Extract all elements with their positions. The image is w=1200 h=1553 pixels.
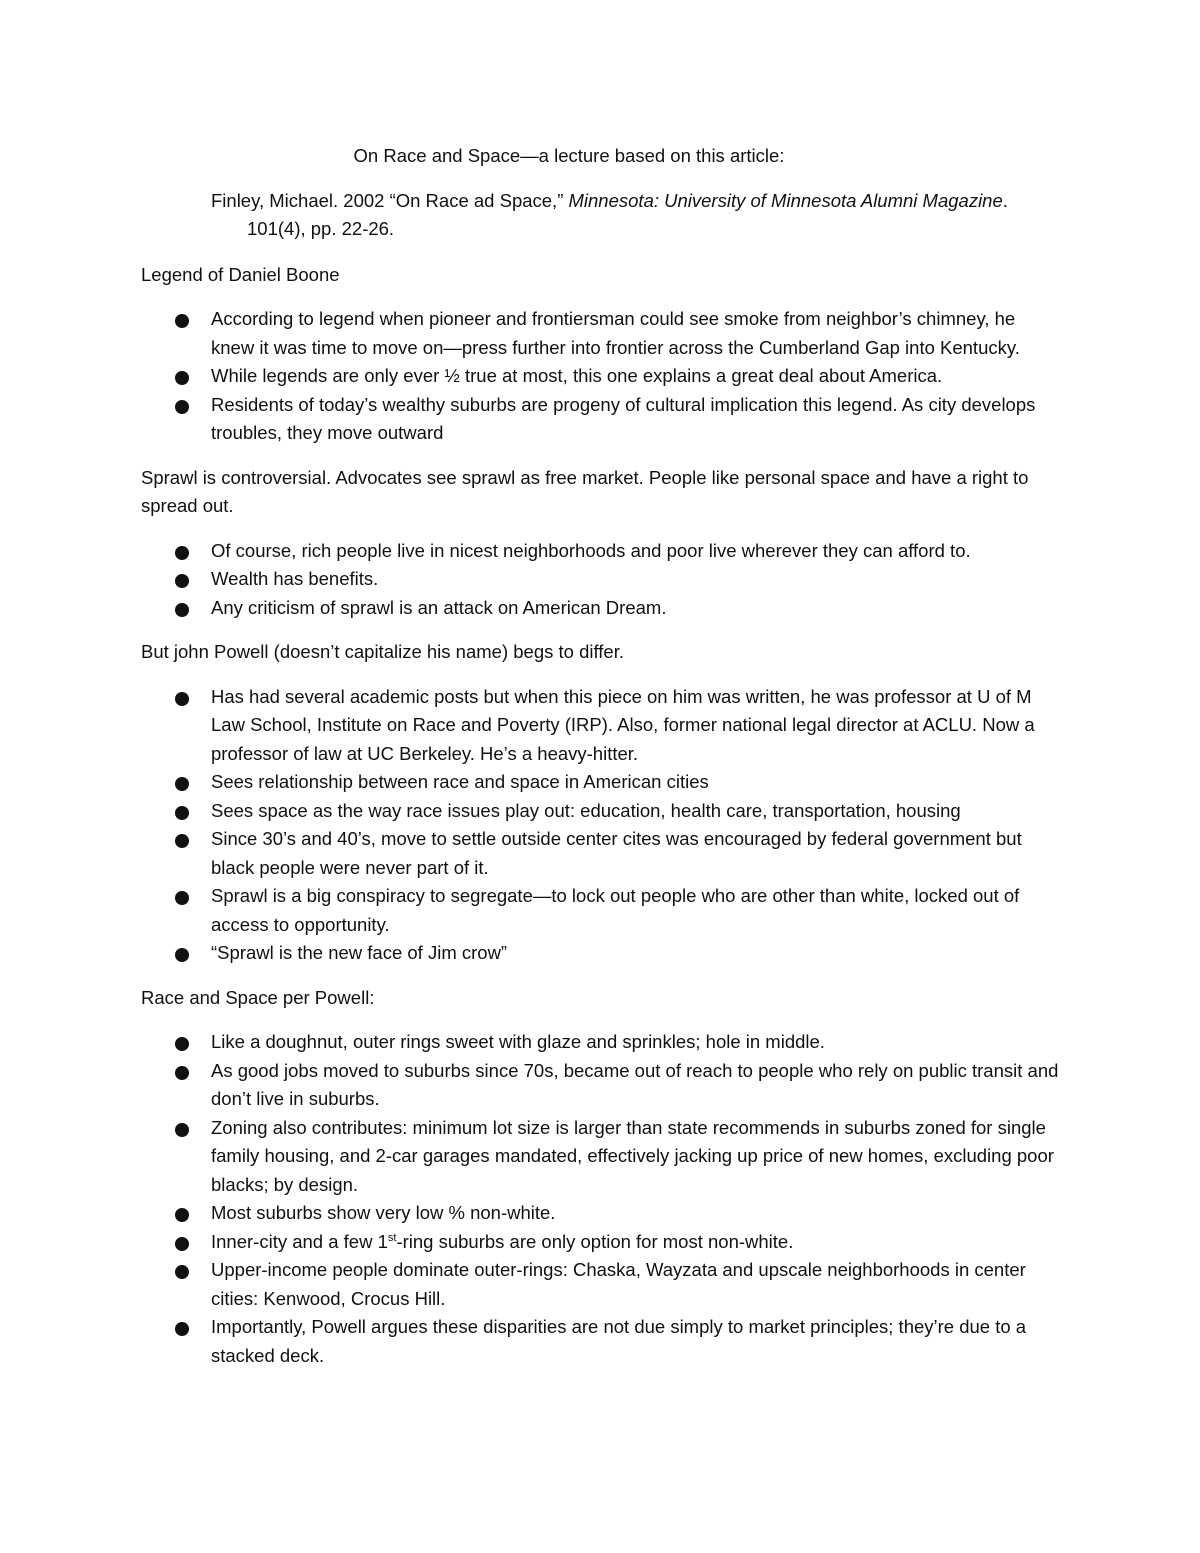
list-item-text: While legends are only ever ½ true at most, this one explains a great deal about America. xyxy=(211,365,943,386)
section-heading-race-and-space: Race and Space per Powell: xyxy=(141,986,375,1008)
list-item xyxy=(141,1256,1061,1313)
list-item xyxy=(141,565,1061,594)
list-item xyxy=(141,1114,1061,1200)
bullet-icon xyxy=(175,948,189,962)
citation-details: . 101(4), pp. 22-26. xyxy=(247,189,1008,239)
bullet-icon xyxy=(175,574,189,588)
bullet-icon xyxy=(175,1322,189,1336)
bullet-icon xyxy=(175,1066,189,1080)
bullet-list-john-powell xyxy=(141,683,1061,968)
bullet-icon xyxy=(175,371,189,385)
section-heading-sprawl: Sprawl is controversial. Advocates see sprawl as free market. People like personal space and have a right to spread out. xyxy=(141,466,1029,516)
list-item-text: Has had several academic posts but when this piece on him was written, he was professor at U of M Law School, Institute on Race and Poverty (IRP). Also, former national legal director at ACLU. Now a professor of law at UC Berkeley. He’s a heavy-hitter. xyxy=(211,685,1035,764)
bullet-icon xyxy=(175,1265,189,1279)
list-item-text: Sprawl is a big conspiracy to segregate—to lock out people who are other than white, locked out of access to opportunity. xyxy=(211,885,1020,935)
bullet-icon xyxy=(175,1208,189,1222)
bullet-icon xyxy=(175,777,189,791)
list-item xyxy=(141,1028,1061,1057)
list-item-text: Upper-income people dominate outer-rings: Chaska, Wayzata and upscale neighborhoods in center cities: Kenwood, Crocus Hill. xyxy=(211,1259,1026,1309)
list-item-text: Importantly, Powell argues these disparities are not due simply to market principles; they’re due to a stacked deck. xyxy=(211,1316,1027,1366)
list-item-text: Of course, rich people live in nicest neighborhoods and poor live wherever they can afford to. xyxy=(211,539,971,561)
list-item xyxy=(141,362,1061,391)
bullet-icon xyxy=(175,692,189,706)
list-item-text: Since 30’s and 40’s, move to settle outside center cites was encouraged by federal government but black people were never part of it. xyxy=(211,828,1022,878)
list-item xyxy=(141,882,1061,939)
list-item-text: Zoning also contributes: minimum lot size is larger than state recommends in suburbs zoned for single family housing, and 2-car garages mandated, effectively jacking up price of new homes, excluding poor blacks; by design. xyxy=(211,1116,1054,1195)
list-item xyxy=(141,537,1061,566)
list-item-text: Most suburbs show very low % non-white. xyxy=(211,1202,556,1223)
bullet-icon xyxy=(175,806,189,820)
list-item xyxy=(141,1057,1061,1114)
list-item-text: Wealth has benefits. xyxy=(211,568,379,589)
list-item xyxy=(141,305,1061,362)
list-item xyxy=(141,683,1061,769)
bullet-list-daniel-boone xyxy=(141,305,1061,448)
list-item-text: Like a doughnut, outer rings sweet with glaze and sprinkles; hole in middle. xyxy=(211,1031,825,1052)
list-item-text: According to legend when pioneer and frontiersman could see smoke from neighbor’s chimney, he knew it was time to move on—press further into frontier across the Cumberland Gap into Kentucky. xyxy=(211,308,1020,358)
list-item xyxy=(141,594,1061,623)
list-item-text: Sees space as the way race issues play out: education, health care, transportation, housing xyxy=(211,799,961,821)
list-item-text: “Sprawl is the new face of Jim crow” xyxy=(211,942,508,963)
ordinal-superscript: st xyxy=(387,1231,397,1244)
list-item xyxy=(141,768,1061,797)
bullet-list-sprawl xyxy=(141,537,1061,623)
list-item-text: Residents of today’s wealthy suburbs are progeny of cultural implication this legend. As city develops troubles, they move outward xyxy=(211,393,1036,443)
list-item-text: As good jobs moved to suburbs since 70s, became out of reach to people who rely on public transit and don’t live in suburbs. xyxy=(211,1059,1059,1109)
citation-text: Finley, Michael. 2002 “On Race ad Space,” xyxy=(211,189,569,211)
list-item-text: Any criticism of sprawl is an attack on American Dream. xyxy=(211,596,667,618)
bullet-icon xyxy=(175,1123,189,1137)
bullet-icon xyxy=(175,400,189,414)
citation-journal: Minnesota: University of Minnesota Alumni Magazine xyxy=(568,189,1003,211)
list-item-text: Inner-city and a few 1 xyxy=(211,1230,388,1252)
bullet-icon xyxy=(175,834,189,848)
bullet-icon xyxy=(175,546,189,560)
bullet-icon xyxy=(175,603,189,617)
list-item xyxy=(141,939,1061,968)
document-title: On Race and Space—a lecture based on this article: xyxy=(353,145,785,166)
bullet-list-race-and-space xyxy=(141,1028,1061,1370)
list-item-text: Sees relationship between race and space in American cities xyxy=(211,771,709,792)
list-item xyxy=(141,1313,1061,1370)
list-item xyxy=(141,825,1061,882)
list-item-text: -ring suburbs are only option for most non-white. xyxy=(396,1230,794,1252)
list-item xyxy=(141,1228,1061,1257)
document-body xyxy=(141,142,1061,1386)
section-heading-daniel-boone: Legend of Daniel Boone xyxy=(141,263,340,285)
list-item xyxy=(141,391,1061,448)
list-item xyxy=(141,1199,1061,1228)
bullet-icon xyxy=(175,1237,189,1251)
section-heading-john-powell: But john Powell (doesn’t capitalize his name) begs to differ. xyxy=(141,641,624,662)
bullet-icon xyxy=(175,1037,189,1051)
citation xyxy=(211,187,1061,244)
bullet-icon xyxy=(175,891,189,905)
list-item xyxy=(141,797,1061,826)
bullet-icon xyxy=(175,314,189,328)
